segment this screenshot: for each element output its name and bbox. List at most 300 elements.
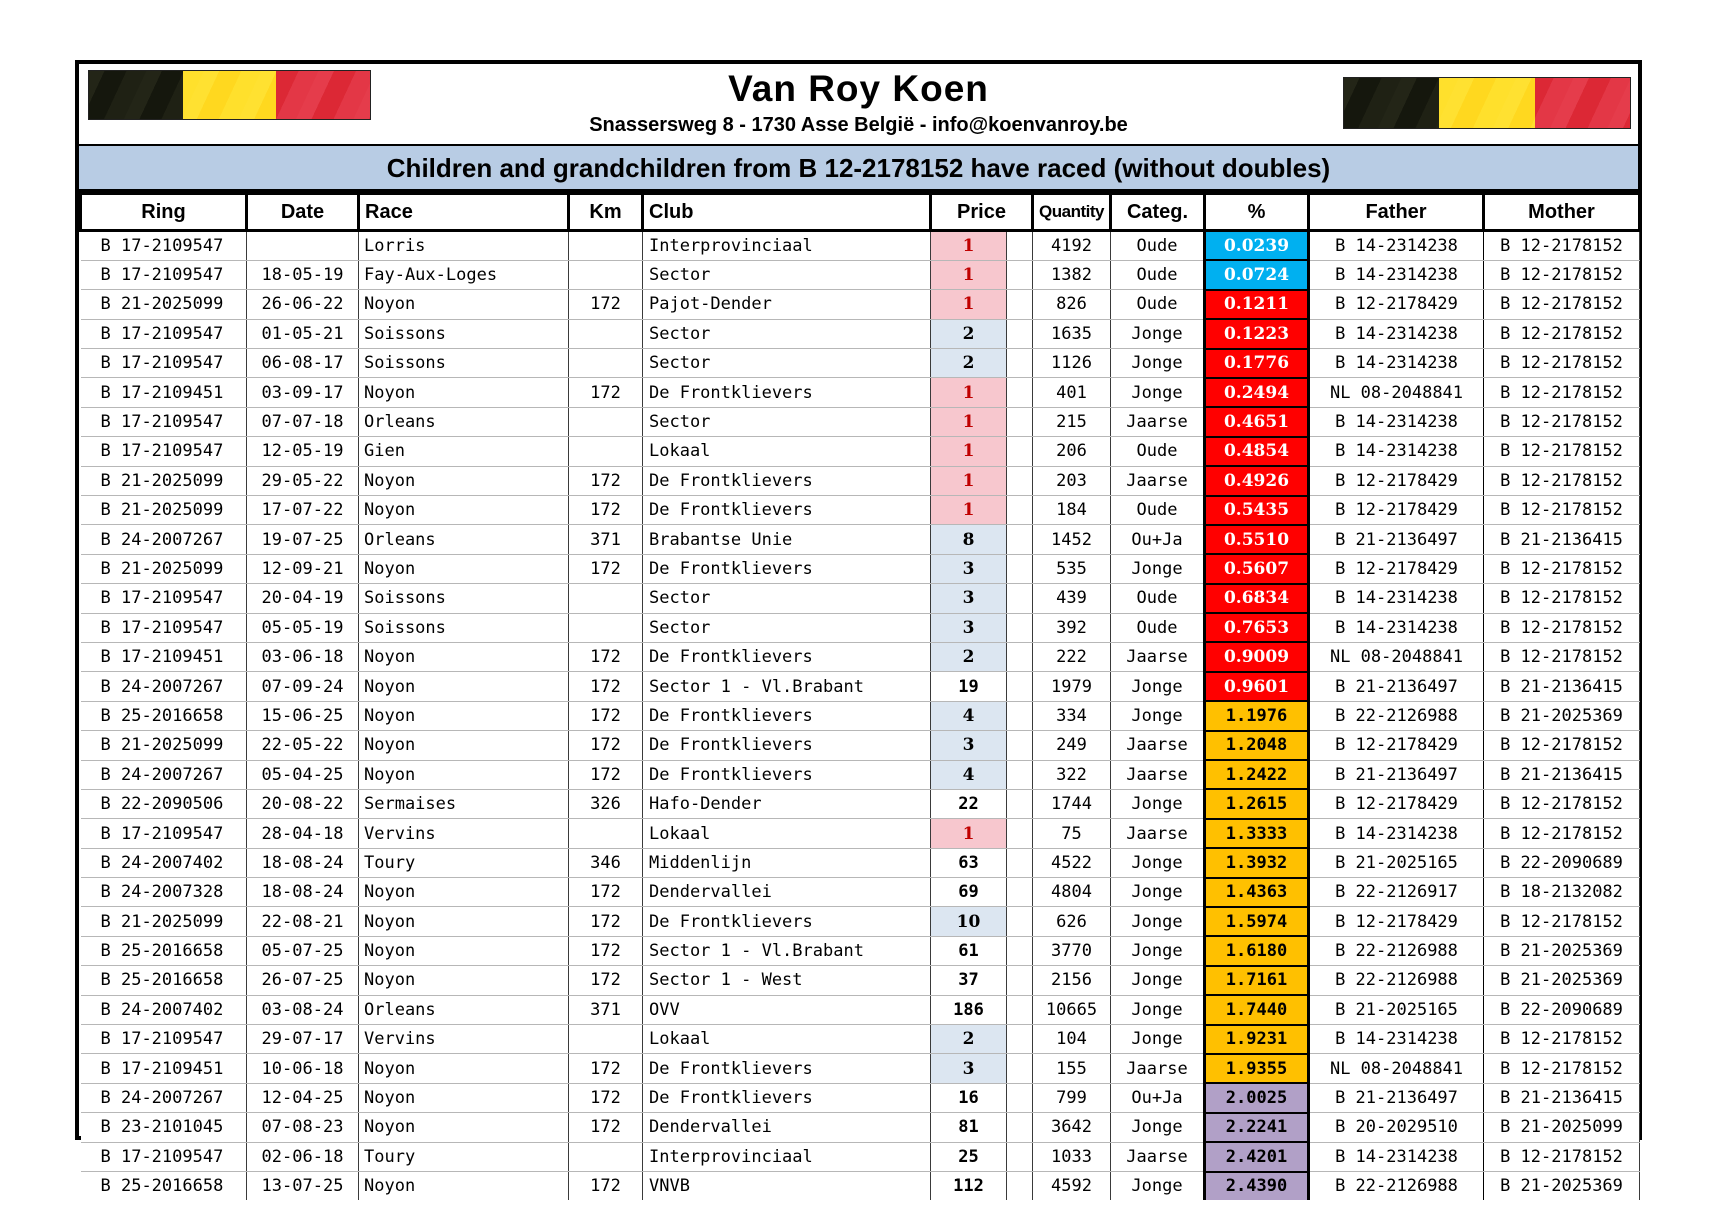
cell-pct: 1.7440 — [1205, 995, 1309, 1024]
cell-father: B 14-2314238 — [1309, 1025, 1484, 1054]
cell-father: B 20-2029510 — [1309, 1113, 1484, 1142]
cell-categ: Jaarse — [1111, 731, 1205, 760]
cell-categ: Oude — [1111, 260, 1205, 289]
cell-price: 1 — [931, 260, 1007, 289]
cell-categ: Ou+Ja — [1111, 525, 1205, 554]
cell-date: 07-08-23 — [247, 1113, 359, 1142]
cell-km — [569, 613, 643, 642]
cell-qty: 626 — [1033, 907, 1111, 936]
cell-ring: B 22-2090506 — [81, 789, 247, 818]
cell-club: Sector — [643, 613, 931, 642]
cell-price: 1 — [931, 819, 1007, 848]
cell-pct: 0.2494 — [1205, 378, 1309, 407]
cell-date: 12-05-19 — [247, 437, 359, 466]
cell-mother: B 21-2136415 — [1484, 1083, 1640, 1112]
cell-race: Noyon — [359, 1054, 569, 1083]
cell-ring: B 21-2025099 — [81, 554, 247, 583]
cell-mother: B 12-2178152 — [1484, 319, 1640, 348]
table-row — [81, 1054, 1640, 1083]
cell-club: Sector — [643, 584, 931, 613]
cell-race: Noyon — [359, 1083, 569, 1112]
cell-ring: B 17-2109451 — [81, 642, 247, 671]
cell-ring: B 24-2007267 — [81, 1083, 247, 1112]
cell-km: 371 — [569, 995, 643, 1024]
cell-race: Vervins — [359, 1025, 569, 1054]
cell-qty: 10665 — [1033, 995, 1111, 1024]
spacer-cell — [1007, 701, 1033, 730]
cell-father: B 21-2136497 — [1309, 525, 1484, 554]
spacer-cell — [1007, 496, 1033, 525]
cell-qty: 4192 — [1033, 231, 1111, 261]
cell-father: B 12-2178429 — [1309, 554, 1484, 583]
cell-date: 13-07-25 — [247, 1172, 359, 1200]
cell-categ: Jaarse — [1111, 1054, 1205, 1083]
cell-km: 172 — [569, 378, 643, 407]
cell-race: Soissons — [359, 319, 569, 348]
cell-date: 02-06-18 — [247, 1142, 359, 1171]
cell-ring: B 17-2109547 — [81, 407, 247, 436]
spacer-cell — [1007, 613, 1033, 642]
cell-ring: B 24-2007267 — [81, 672, 247, 701]
cell-race: Orleans — [359, 995, 569, 1024]
cell-date — [247, 231, 359, 261]
table-row — [81, 290, 1640, 319]
cell-pct: 2.2241 — [1205, 1113, 1309, 1142]
cell-father: B 14-2314238 — [1309, 231, 1484, 261]
cell-categ: Jonge — [1111, 378, 1205, 407]
cell-father: B 12-2178429 — [1309, 789, 1484, 818]
cell-km: 172 — [569, 1083, 643, 1112]
cell-pct: 1.3932 — [1205, 848, 1309, 877]
cell-categ: Jaarse — [1111, 642, 1205, 671]
cell-date: 12-09-21 — [247, 554, 359, 583]
cell-km: 172 — [569, 1113, 643, 1142]
cell-categ: Jonge — [1111, 701, 1205, 730]
cell-km — [569, 349, 643, 378]
cell-categ: Jonge — [1111, 789, 1205, 818]
cell-father: B 22-2126988 — [1309, 701, 1484, 730]
cell-categ: Oude — [1111, 290, 1205, 319]
cell-date: 10-06-18 — [247, 1054, 359, 1083]
cell-categ: Jonge — [1111, 966, 1205, 995]
cell-club: Sector — [643, 319, 931, 348]
table-row — [81, 642, 1640, 671]
cell-price: 1 — [931, 378, 1007, 407]
cell-ring: B 17-2109547 — [81, 819, 247, 848]
cell-date: 03-08-24 — [247, 995, 359, 1024]
cell-mother: B 12-2178152 — [1484, 378, 1640, 407]
cell-race: Noyon — [359, 878, 569, 907]
cell-ring: B 23-2101045 — [81, 1113, 247, 1142]
cell-categ: Jonge — [1111, 878, 1205, 907]
cell-pct: 0.9009 — [1205, 642, 1309, 671]
cell-father: B 21-2025165 — [1309, 995, 1484, 1024]
cell-price: 8 — [931, 525, 1007, 554]
cell-mother: B 21-2025369 — [1484, 936, 1640, 965]
cell-qty: 334 — [1033, 701, 1111, 730]
cell-father: B 14-2314238 — [1309, 584, 1484, 613]
cell-price: 3 — [931, 731, 1007, 760]
spacer-cell — [1007, 407, 1033, 436]
cell-price: 10 — [931, 907, 1007, 936]
table-row — [81, 466, 1640, 495]
spacer-cell — [1007, 1025, 1033, 1054]
cell-race: Noyon — [359, 1113, 569, 1142]
cell-km: 172 — [569, 496, 643, 525]
cell-ring: B 17-2109547 — [81, 319, 247, 348]
cell-price: 1 — [931, 290, 1007, 319]
cell-club: Lokaal — [643, 819, 931, 848]
cell-km: 172 — [569, 466, 643, 495]
cell-club: Sector — [643, 260, 931, 289]
spacer-cell — [1007, 1142, 1033, 1171]
cell-mother: B 12-2178152 — [1484, 466, 1640, 495]
cell-categ: Ou+Ja — [1111, 1083, 1205, 1112]
cell-price: 1 — [931, 496, 1007, 525]
cell-club: Dendervallei — [643, 878, 931, 907]
cell-club: De Frontklievers — [643, 1083, 931, 1112]
cell-price: 61 — [931, 936, 1007, 965]
cell-race: Noyon — [359, 466, 569, 495]
cell-club: Sector 1 - Vl.Brabant — [643, 672, 931, 701]
cell-race: Soissons — [359, 349, 569, 378]
cell-mother: B 12-2178152 — [1484, 437, 1640, 466]
cell-pct: 0.4926 — [1205, 466, 1309, 495]
cell-price: 1 — [931, 437, 1007, 466]
cell-club: De Frontklievers — [643, 496, 931, 525]
cell-mother: B 12-2178152 — [1484, 789, 1640, 818]
cell-race: Toury — [359, 848, 569, 877]
cell-ring: B 17-2109547 — [81, 1025, 247, 1054]
cell-categ: Jonge — [1111, 848, 1205, 877]
cell-mother: B 21-2025369 — [1484, 966, 1640, 995]
cell-club: De Frontklievers — [643, 701, 931, 730]
cell-date: 18-08-24 — [247, 848, 359, 877]
table-row — [81, 260, 1640, 289]
table-row — [81, 231, 1640, 261]
cell-ring: B 21-2025099 — [81, 466, 247, 495]
cell-date: 18-05-19 — [247, 260, 359, 289]
cell-pct: 1.2422 — [1205, 760, 1309, 789]
cell-price: 186 — [931, 995, 1007, 1024]
cell-km — [569, 584, 643, 613]
cell-km: 172 — [569, 1054, 643, 1083]
cell-mother: B 21-2136415 — [1484, 672, 1640, 701]
cell-price: 81 — [931, 1113, 1007, 1142]
cell-mother: B 12-2178152 — [1484, 231, 1640, 261]
cell-pct: 1.3333 — [1205, 819, 1309, 848]
cell-date: 22-05-22 — [247, 731, 359, 760]
cell-pct: 0.1223 — [1205, 319, 1309, 348]
cell-qty: 439 — [1033, 584, 1111, 613]
table-row — [81, 966, 1640, 995]
cell-club: Sector 1 - Vl.Brabant — [643, 936, 931, 965]
table-row — [81, 349, 1640, 378]
cell-price: 19 — [931, 672, 1007, 701]
cell-ring: B 24-2007267 — [81, 760, 247, 789]
table-row — [81, 437, 1640, 466]
cell-pct: 1.9231 — [1205, 1025, 1309, 1054]
cell-race: Orleans — [359, 525, 569, 554]
table-row — [81, 1142, 1640, 1171]
spacer-cell — [1007, 290, 1033, 319]
results-table — [79, 192, 1641, 1200]
cell-pct: 1.5974 — [1205, 907, 1309, 936]
cell-father: B 22-2126988 — [1309, 936, 1484, 965]
table-row — [81, 378, 1640, 407]
spacer-cell — [1007, 907, 1033, 936]
cell-km — [569, 1142, 643, 1171]
cell-qty: 155 — [1033, 1054, 1111, 1083]
cell-race: Orleans — [359, 407, 569, 436]
column-header-mother: Mother — [1484, 194, 1640, 231]
cell-pct: 2.0025 — [1205, 1083, 1309, 1112]
cell-qty: 3770 — [1033, 936, 1111, 965]
spacer-cell — [1007, 437, 1033, 466]
spacer-cell — [1007, 848, 1033, 877]
cell-km — [569, 319, 643, 348]
cell-categ: Jonge — [1111, 319, 1205, 348]
column-header-father: Father — [1309, 194, 1484, 231]
spacer-cell — [1007, 349, 1033, 378]
cell-date: 17-07-22 — [247, 496, 359, 525]
cell-race: Noyon — [359, 966, 569, 995]
cell-qty: 1126 — [1033, 349, 1111, 378]
cell-pct: 1.7161 — [1205, 966, 1309, 995]
column-header-ring: Ring — [81, 194, 247, 231]
table-row — [81, 584, 1640, 613]
cell-categ: Jaarse — [1111, 466, 1205, 495]
cell-pct: 1.9355 — [1205, 1054, 1309, 1083]
cell-price: 3 — [931, 1054, 1007, 1083]
spacer-cell — [1007, 936, 1033, 965]
cell-ring: B 24-2007328 — [81, 878, 247, 907]
cell-km: 172 — [569, 936, 643, 965]
cell-price: 2 — [931, 319, 1007, 348]
cell-mother: B 21-2025369 — [1484, 701, 1640, 730]
cell-mother: B 12-2178152 — [1484, 1025, 1640, 1054]
cell-qty: 392 — [1033, 613, 1111, 642]
cell-club: De Frontklievers — [643, 907, 931, 936]
cell-date: 20-08-22 — [247, 789, 359, 818]
cell-ring: B 21-2025099 — [81, 290, 247, 319]
cell-qty: 4592 — [1033, 1172, 1111, 1200]
cell-km — [569, 407, 643, 436]
cell-qty: 104 — [1033, 1025, 1111, 1054]
spacer-cell — [1007, 319, 1033, 348]
cell-qty: 1744 — [1033, 789, 1111, 818]
cell-ring: B 17-2109547 — [81, 1142, 247, 1171]
table-row — [81, 701, 1640, 730]
table-body — [81, 231, 1640, 1200]
cell-price: 16 — [931, 1083, 1007, 1112]
cell-father: B 21-2025165 — [1309, 848, 1484, 877]
cell-km: 172 — [569, 731, 643, 760]
cell-club: Pajot-Dender — [643, 290, 931, 319]
cell-date: 07-09-24 — [247, 672, 359, 701]
cell-club: Lokaal — [643, 1025, 931, 1054]
cell-price: 3 — [931, 584, 1007, 613]
cell-race: Sermaises — [359, 789, 569, 818]
cell-club: VNVB — [643, 1172, 931, 1200]
cell-qty: 222 — [1033, 642, 1111, 671]
spacer-cell — [1007, 554, 1033, 583]
cell-categ: Oude — [1111, 437, 1205, 466]
spacer-cell — [1007, 1113, 1033, 1142]
cell-mother: B 12-2178152 — [1484, 260, 1640, 289]
column-header-club: Club — [643, 194, 931, 231]
cell-ring: B 25-2016658 — [81, 1172, 247, 1200]
cell-qty: 826 — [1033, 290, 1111, 319]
spacer-cell — [1007, 642, 1033, 671]
column-header-categ: Categ. — [1111, 194, 1205, 231]
cell-mother: B 12-2178152 — [1484, 642, 1640, 671]
cell-pct: 0.4651 — [1205, 407, 1309, 436]
cell-race: Fay-Aux-Loges — [359, 260, 569, 289]
table-row — [81, 848, 1640, 877]
cell-club: Lokaal — [643, 437, 931, 466]
cell-father: B 22-2126917 — [1309, 878, 1484, 907]
table-row — [81, 819, 1640, 848]
cell-qty: 401 — [1033, 378, 1111, 407]
cell-date: 26-06-22 — [247, 290, 359, 319]
spacer-cell — [1007, 1172, 1033, 1200]
cell-categ: Jonge — [1111, 1172, 1205, 1200]
cell-km — [569, 231, 643, 261]
cell-date: 05-05-19 — [247, 613, 359, 642]
cell-club: De Frontklievers — [643, 731, 931, 760]
cell-ring: B 17-2109547 — [81, 349, 247, 378]
cell-qty: 215 — [1033, 407, 1111, 436]
spacer-cell — [1007, 731, 1033, 760]
cell-father: B 22-2126988 — [1309, 966, 1484, 995]
cell-father: B 14-2314238 — [1309, 407, 1484, 436]
cell-price: 63 — [931, 848, 1007, 877]
cell-father: B 22-2126988 — [1309, 1172, 1484, 1200]
cell-qty: 799 — [1033, 1083, 1111, 1112]
cell-club: Brabantse Unie — [643, 525, 931, 554]
cell-km: 172 — [569, 878, 643, 907]
cell-price: 1 — [931, 231, 1007, 261]
spacer-cell — [1007, 1054, 1033, 1083]
table-row — [81, 1025, 1640, 1054]
table-header — [81, 194, 1640, 231]
cell-club: De Frontklievers — [643, 1054, 931, 1083]
cell-km: 172 — [569, 907, 643, 936]
cell-pct: 0.7653 — [1205, 613, 1309, 642]
cell-club: Sector — [643, 407, 931, 436]
cell-race: Gien — [359, 437, 569, 466]
table-row — [81, 554, 1640, 583]
cell-pct: 0.5510 — [1205, 525, 1309, 554]
cell-mother: B 21-2136415 — [1484, 525, 1640, 554]
cell-km: 326 — [569, 789, 643, 818]
cell-father: B 14-2314238 — [1309, 819, 1484, 848]
cell-date: 06-08-17 — [247, 349, 359, 378]
cell-date: 01-05-21 — [247, 319, 359, 348]
table-row — [81, 525, 1640, 554]
cell-ring: B 25-2016658 — [81, 701, 247, 730]
cell-km: 172 — [569, 701, 643, 730]
spacer-cell — [1007, 1083, 1033, 1112]
table-row — [81, 907, 1640, 936]
column-header-price: Price — [931, 194, 1033, 231]
cell-qty: 184 — [1033, 496, 1111, 525]
cell-mother: B 12-2178152 — [1484, 584, 1640, 613]
table-row — [81, 613, 1640, 642]
cell-categ: Oude — [1111, 496, 1205, 525]
cell-pct: 1.4363 — [1205, 878, 1309, 907]
table-row — [81, 731, 1640, 760]
table-row — [81, 1083, 1640, 1112]
page-subtitle: Snassersweg 8 - 1730 Asse België - info@koenvanroy.be — [589, 114, 1128, 136]
cell-categ: Jonge — [1111, 672, 1205, 701]
cell-pct: 0.4854 — [1205, 437, 1309, 466]
spacer-cell — [1007, 789, 1033, 818]
cell-club: De Frontklievers — [643, 642, 931, 671]
cell-race: Soissons — [359, 584, 569, 613]
cell-categ: Oude — [1111, 613, 1205, 642]
cell-price: 25 — [931, 1142, 1007, 1171]
cell-mother: B 12-2178152 — [1484, 731, 1640, 760]
cell-mother: B 21-2025369 — [1484, 1172, 1640, 1200]
cell-date: 05-04-25 — [247, 760, 359, 789]
cell-price: 69 — [931, 878, 1007, 907]
cell-mother: B 21-2136415 — [1484, 760, 1640, 789]
cell-pct: 0.0239 — [1205, 231, 1309, 261]
cell-date: 28-04-18 — [247, 819, 359, 848]
cell-qty: 322 — [1033, 760, 1111, 789]
cell-ring: B 17-2109547 — [81, 437, 247, 466]
cell-price: 3 — [931, 554, 1007, 583]
cell-father: B 12-2178429 — [1309, 466, 1484, 495]
cell-race: Soissons — [359, 613, 569, 642]
cell-categ: Jonge — [1111, 995, 1205, 1024]
cell-pct: 1.2048 — [1205, 731, 1309, 760]
cell-date: 07-07-18 — [247, 407, 359, 436]
cell-ring: B 24-2007402 — [81, 995, 247, 1024]
cell-club: Dendervallei — [643, 1113, 931, 1142]
spacer-cell — [1007, 231, 1033, 261]
cell-categ: Jaarse — [1111, 1142, 1205, 1171]
cell-race: Noyon — [359, 290, 569, 319]
cell-qty: 1979 — [1033, 672, 1111, 701]
cell-race: Noyon — [359, 731, 569, 760]
cell-ring: B 24-2007402 — [81, 848, 247, 877]
cell-qty: 75 — [1033, 819, 1111, 848]
cell-mother: B 12-2178152 — [1484, 1142, 1640, 1171]
cell-race: Toury — [359, 1142, 569, 1171]
cell-date: 22-08-21 — [247, 907, 359, 936]
spacer-cell — [1007, 466, 1033, 495]
cell-categ: Oude — [1111, 584, 1205, 613]
spacer-cell — [1007, 995, 1033, 1024]
column-header-race: Race — [359, 194, 569, 231]
cell-race: Noyon — [359, 378, 569, 407]
cell-ring: B 24-2007267 — [81, 525, 247, 554]
cell-mother: B 12-2178152 — [1484, 907, 1640, 936]
cell-qty: 1635 — [1033, 319, 1111, 348]
cell-km: 172 — [569, 966, 643, 995]
cell-price: 22 — [931, 789, 1007, 818]
spacer-cell — [1007, 760, 1033, 789]
cell-mother: B 12-2178152 — [1484, 613, 1640, 642]
cell-race: Vervins — [359, 819, 569, 848]
cell-pct: 0.5607 — [1205, 554, 1309, 583]
cell-km — [569, 260, 643, 289]
cell-qty: 1033 — [1033, 1142, 1111, 1171]
cell-date: 03-09-17 — [247, 378, 359, 407]
